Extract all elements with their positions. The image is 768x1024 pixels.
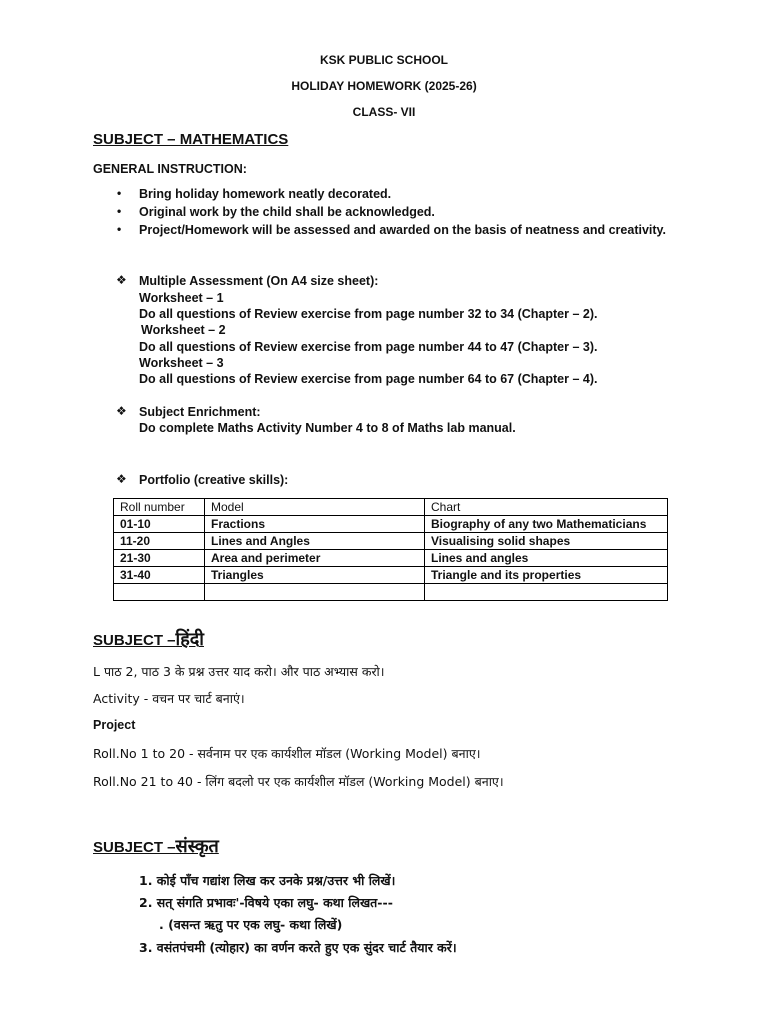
sanskrit-item: 1. कोई पाँच गद्यांश लिख कर उनके प्रश्न/उत्तर भी लिखें। [139,873,396,888]
table-cell: 31-40 [114,567,205,584]
table-cell: Visualising solid shapes [425,533,668,550]
subject-name: संस्कृत [175,836,219,857]
table-cell: Fractions [205,516,425,533]
worksheet-label: Worksheet – 2 [141,323,226,337]
diamond-bullet-icon: ❖ [116,404,127,418]
bullet-icon: • [117,222,122,236]
table-cell: Area and perimeter [205,550,425,567]
table-row [114,550,668,567]
table-cell: 11-20 [114,533,205,550]
table-cell [425,584,668,601]
sanskrit-item: . (वसन्त ऋतु पर एक लघु- कथा लिखें) [159,917,343,932]
table-row [114,533,668,550]
header-cell: Roll number [114,499,205,516]
list-item: Project/Homework will be assessed and awarded on the basis of neatness and creativity. [139,223,667,237]
bullet-icon: • [117,186,122,200]
header-cell: Model [205,499,425,516]
table-header-row [114,499,668,516]
hindi-line: Roll.No 21 to 40 - लिंग बदलो पर एक कार्यशील मॉडल (Working Model) बनाए। [93,774,504,789]
general-instruction-heading: GENERAL INSTRUCTION: [93,162,247,176]
sanskrit-item: 2. सत् संगति प्रभावः'-विषये एका लघु- कथा लिखत--- [139,895,393,910]
header-cell: Chart [425,499,668,516]
hindi-subject-heading [93,627,204,651]
hindi-line: L पाठ 2, पाठ 3 के प्रश्न उत्तर याद करो। और पाठ अभ्यास करो। [93,664,385,679]
subject-prefix: SUBJECT – [93,839,176,856]
enrichment-title: Subject Enrichment: [139,405,261,419]
table-cell: Biography of any two Mathematicians [425,516,668,533]
homework-title: HOLIDAY HOMEWORK (2025-26) [291,79,477,93]
hindi-line: Roll.No 1 to 20 - सर्वनाम पर एक कार्यशील मॉडल (Working Model) बनाए। [93,746,481,761]
sanskrit-subject-heading [93,834,219,858]
table-row [114,567,668,584]
worksheet-instruction: Do all questions of Review exercise from page number 64 to 67 (Chapter – 4). [139,372,598,386]
table-cell: Triangles [205,567,425,584]
class-label: CLASS- VII [352,105,416,119]
worksheet-label: Worksheet – 3 [139,356,224,370]
table-cell [114,584,205,601]
table-cell: Lines and Angles [205,533,425,550]
worksheet-instruction: Do all questions of Review exercise from page number 32 to 34 (Chapter – 2). [139,307,598,321]
sanskrit-item: 3. वसंतपंचमी (त्योहार) का वर्णन करते हुए एक सुंदर चार्ट तैयार करें। [139,940,457,955]
school-name: KSK PUBLIC SCHOOL [319,53,448,67]
subject-prefix: SUBJECT – [93,632,176,649]
worksheet-instruction: Do all questions of Review exercise from page number 44 to 47 (Chapter – 3). [139,340,598,354]
list-item: Original work by the child shall be acknowledged. [139,205,435,219]
hindi-line: Activity - वचन पर चार्ट बनाएं। [93,691,245,706]
subject-name: हिंदी [175,629,204,650]
enrichment-text: Do complete Maths Activity Number 4 to 8 of Maths lab manual. [139,421,516,435]
project-heading: Project [93,718,136,732]
table-row [114,516,668,533]
multiple-assessment-title: Multiple Assessment (On A4 size sheet): [139,274,379,288]
portfolio-title: Portfolio (creative skills): [139,473,289,487]
list-item: Bring holiday homework neatly decorated. [139,187,392,201]
worksheet-label: Worksheet – 1 [139,291,224,305]
diamond-bullet-icon: ❖ [116,472,127,486]
table-cell [205,584,425,601]
table-cell: Triangle and its properties [425,567,668,584]
bullet-icon: • [117,204,122,218]
table-cell: 21-30 [114,550,205,567]
maths-subject-heading: SUBJECT – MATHEMATICS [93,131,289,148]
portfolio-table [113,498,668,601]
table-cell: Lines and angles [425,550,668,567]
diamond-bullet-icon: ❖ [116,273,127,287]
table-cell: 01-10 [114,516,205,533]
table-row [114,584,668,601]
